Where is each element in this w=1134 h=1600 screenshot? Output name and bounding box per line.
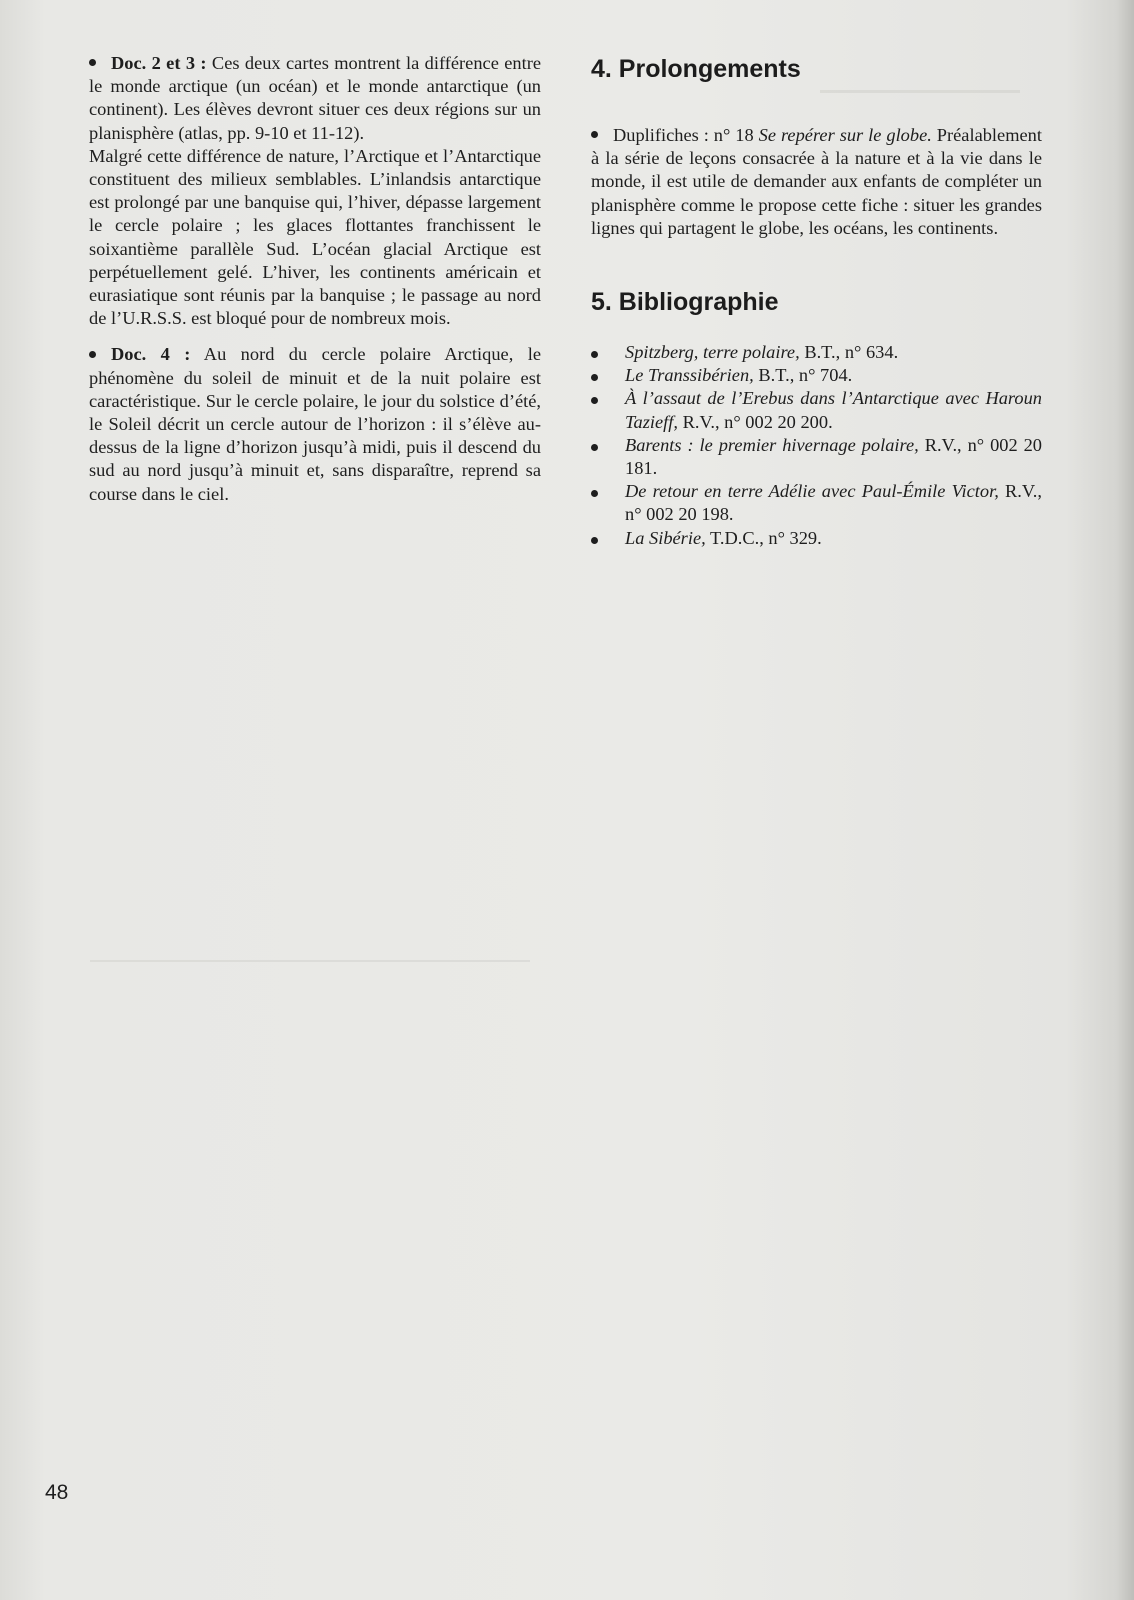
bibliography-title: Spitzberg, terre polaire, <box>625 342 800 363</box>
bullet-icon <box>591 397 598 404</box>
duplifiches-paragraph <box>591 124 1042 240</box>
duplifiches-title: Se repérer sur le globe. <box>758 125 932 145</box>
bibliography-item <box>591 527 1042 550</box>
bullet-icon <box>591 537 598 544</box>
page-number: 48 <box>45 1481 69 1504</box>
bibliography-title: À l’assaut de l’Erebus dans l’Antarctique avec Haroun Tazieff, <box>625 388 1042 432</box>
bullet-icon <box>591 351 598 358</box>
bibliography-item <box>591 364 1042 387</box>
bibliography-list <box>591 341 1042 550</box>
doc-4-paragraph <box>89 343 541 505</box>
bullet-icon <box>591 444 598 451</box>
bibliography-item <box>591 341 1042 364</box>
duplifiches-text: Préalablement à la série de leçons consacrée à la nature et à la vie dans le monde, il est utile de demander aux enfants de compléter un planisphère comme le propose cette fiche : situer les grandes lignes qui partagent le globe, les océans, les continents. <box>591 125 1042 238</box>
doc-2-3-lead: Doc. 2 et 3 : <box>111 53 207 73</box>
milieux-paragraph: Malgré cette différence de nature, l’Arctique et l’Antarctique constituent des milieux semblables. L’inlandsis antarctique est prolongé par une banquise qui, l’hiver, dépasse largement le cercle polaire ; les glaces flottantes franchissent le soixantième parallèle Sud. L’océan glacial Arctique est perpétuellement gelé. L’hiver, les continents américain et eurasiatique sont réunis par la banquise ; le passage au nord de l’U.R.S.S. est bloqué pour de nombreux mois. <box>89 145 541 329</box>
bullet-icon <box>591 374 598 381</box>
bibliography-ref: R.V., n° 002 20 198. <box>625 481 1042 525</box>
bibliography-ref: B.T., n° 704. <box>758 365 853 386</box>
bibliography-ref: T.D.C., n° 329. <box>709 527 822 548</box>
bibliography-item <box>591 434 1042 480</box>
bibliographie-heading: 5. Bibliographie <box>591 288 779 317</box>
right-column <box>591 52 1042 550</box>
doc-4-text: Au nord du cercle polaire Arctique, le phénomène du soleil de minuit et de la nuit polaire est caractéristique. Sur le cercle polaire, le jour du solstice d’été, le Soleil décrit un cercle autour de l’horizon : il s’élève au-dessus de la ligne d’horizon jusqu’à midi, puis il descend du sud au nord jusqu’à minuit et, sans disparaître, reprend sa course dans le ciel. <box>89 344 541 504</box>
doc-2-3-paragraph <box>89 52 541 145</box>
doc-4-lead: Doc. 4 : <box>111 344 191 365</box>
bullet-icon <box>591 490 598 497</box>
bibliography-title: De retour en terre Adélie avec Paul-Émile Victor, <box>625 481 999 502</box>
bibliography-ref: R.V., n° 002 20 181. <box>625 434 1042 479</box>
bibliography-title: Barents : le premier hivernage polaire, <box>625 434 919 455</box>
bibliography-title: La Sibérie, <box>625 527 706 548</box>
bibliography-item <box>591 387 1042 433</box>
bullet-icon <box>591 131 598 138</box>
page-edge-shadow <box>1116 0 1134 1600</box>
duplifiches-lead: Duplifiches : n° 18 <box>613 125 754 145</box>
left-column <box>89 52 541 506</box>
bibliography-ref: R.V., n° 002 20 200. <box>682 411 833 432</box>
bibliography-title: Le Transsibérien, <box>625 365 754 386</box>
bullet-icon <box>89 351 96 358</box>
bibliography-ref: B.T., n° 634. <box>804 342 899 363</box>
bullet-icon <box>89 59 96 66</box>
bibliography-item <box>591 480 1042 526</box>
doc-2-3-text: Ces deux cartes montrent la différence entre le monde arctique (un océan) et le monde antarctique (un continent). Les élèves devront situer ces deux régions sur un planisphère (atlas, pp. 9-10 et 11-12). <box>89 53 541 143</box>
prolongements-heading: 4. Prolongements <box>591 55 801 83</box>
bleed-through-mark <box>90 930 530 962</box>
